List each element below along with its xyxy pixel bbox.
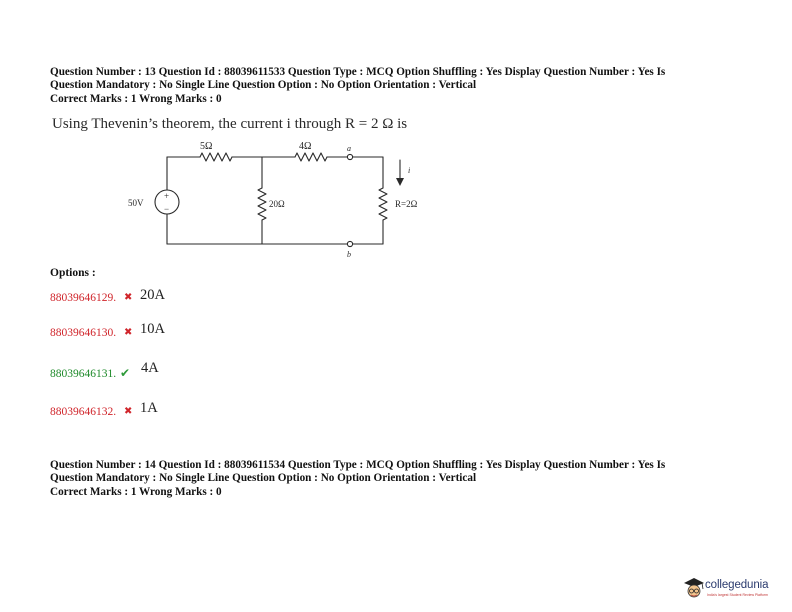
node-a-label: a bbox=[347, 144, 351, 153]
question-13-meta-line1: Question Number : 13 Question Id : 88039611533 Question Type : MCQ Option Shuffling : Yes Display Question Number : Yes Is bbox=[50, 66, 666, 78]
source-label: 50V bbox=[128, 198, 144, 208]
current-arrowhead bbox=[396, 178, 404, 186]
cross-icon: ✖ bbox=[124, 327, 133, 338]
resistor-load bbox=[379, 188, 387, 220]
collegedunia-logo bbox=[682, 576, 786, 604]
check-icon: ✔ bbox=[120, 366, 131, 380]
option-4-id: 88039646132. bbox=[50, 406, 117, 418]
option-4-text: 1A bbox=[140, 400, 158, 416]
option-3-text: 4A bbox=[141, 360, 159, 376]
r3-label: 20Ω bbox=[269, 199, 285, 209]
source-minus: − bbox=[164, 204, 170, 214]
terminal-b bbox=[347, 241, 352, 246]
logo-name: collegedunia bbox=[705, 579, 769, 591]
resistor-4-ohm bbox=[295, 153, 327, 161]
question-13-marks: Correct Marks : 1 Wrong Marks : 0 bbox=[50, 93, 222, 105]
option-1-id: 88039646129. bbox=[50, 292, 117, 304]
graduate-icon bbox=[682, 576, 706, 602]
option-2-text: 10A bbox=[140, 321, 165, 337]
question-14-meta-line1: Question Number : 14 Question Id : 88039611534 Question Type : MCQ Option Shuffling : Yes Display Question Number : Yes Is bbox=[50, 459, 666, 471]
option-1-text: 20A bbox=[140, 287, 165, 303]
resistor-20-ohm bbox=[258, 188, 266, 220]
terminal-a bbox=[347, 154, 352, 159]
cross-icon: ✖ bbox=[124, 406, 133, 417]
rl-label: R=2Ω bbox=[395, 199, 418, 209]
options-label: Options : bbox=[50, 267, 96, 279]
cross-icon: ✖ bbox=[124, 292, 133, 303]
question-13-meta-line2: Question Mandatory : No Single Line Question Option : No Option Orientation : Vertical bbox=[50, 79, 477, 91]
logo-tagline: India's largest Student Review Platform bbox=[707, 593, 768, 597]
node-b-label: b bbox=[347, 250, 351, 259]
question-13-text: Using Thevenin’s theorem, the current i through R = 2 Ω is bbox=[52, 116, 408, 132]
current-label: i bbox=[408, 166, 411, 175]
source-plus: + bbox=[164, 191, 170, 201]
option-2-id: 88039646130. bbox=[50, 327, 117, 339]
question-14-marks: Correct Marks : 1 Wrong Marks : 0 bbox=[50, 486, 222, 498]
r2-label: 4Ω bbox=[299, 141, 312, 152]
question-14-header bbox=[50, 459, 750, 499]
question-14-meta-line2: Question Mandatory : No Single Line Question Option : No Option Orientation : Vertical bbox=[50, 472, 477, 484]
option-3-id: 88039646131. bbox=[50, 368, 117, 380]
resistor-5-ohm bbox=[200, 153, 232, 161]
r1-label: 5Ω bbox=[200, 141, 213, 152]
